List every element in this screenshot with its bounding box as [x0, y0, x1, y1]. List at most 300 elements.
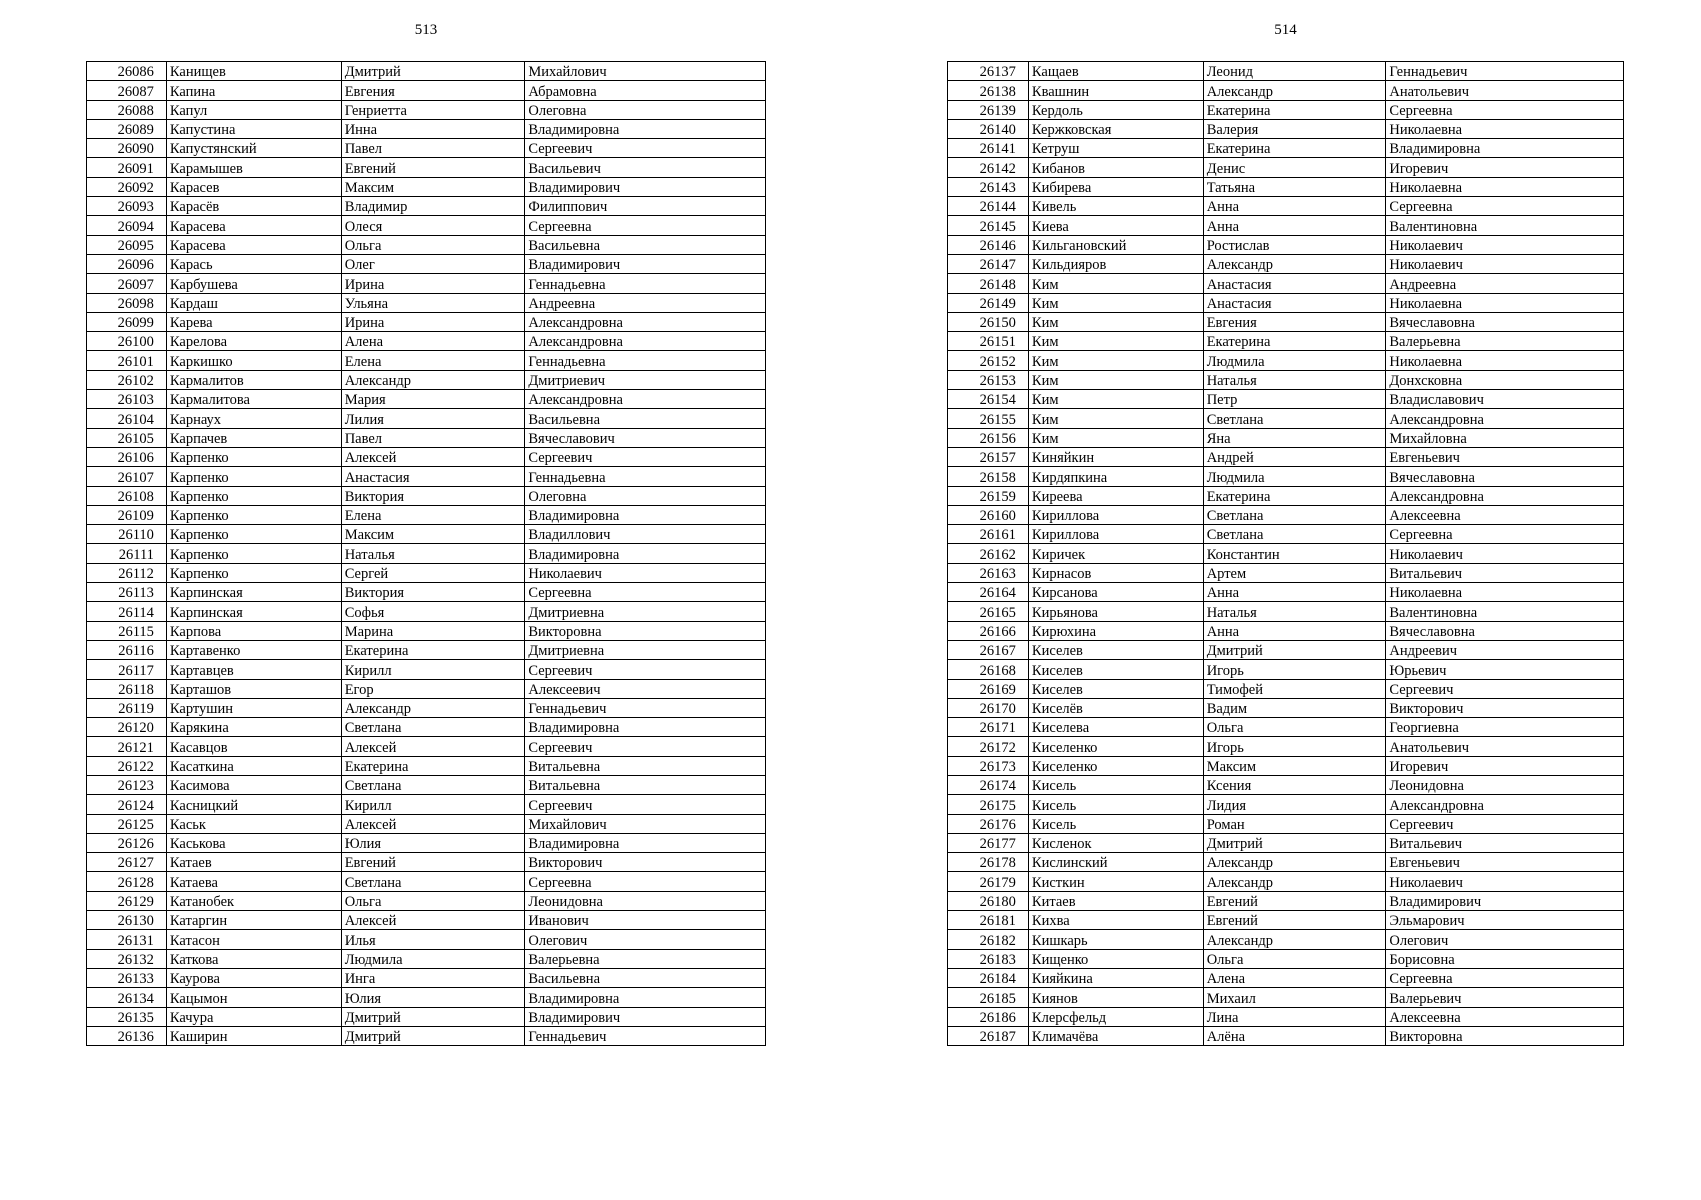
- patronymic-cell: Валерьевна: [1386, 332, 1624, 351]
- table-row: [87, 949, 766, 968]
- surname-cell: Карасев: [166, 177, 341, 196]
- patronymic-cell: Андреевна: [1386, 274, 1624, 293]
- record-number-cell: 26184: [948, 968, 1029, 987]
- patronymic-cell: Владимировна: [525, 505, 766, 524]
- table-row: [87, 119, 766, 138]
- patronymic-cell: Алексеевич: [525, 679, 766, 698]
- record-number-cell: 26123: [87, 775, 167, 794]
- record-number-cell: 26163: [948, 563, 1029, 582]
- first-name-cell: Инна: [341, 119, 525, 138]
- patronymic-cell: Сергеевич: [525, 660, 766, 679]
- record-number-cell: 26131: [87, 930, 167, 949]
- record-number-cell: 26160: [948, 505, 1029, 524]
- table-row: [948, 795, 1624, 814]
- record-number-cell: 26099: [87, 312, 167, 331]
- surname-cell: Капустина: [166, 119, 341, 138]
- first-name-cell: Елена: [341, 351, 525, 370]
- patronymic-cell: Вячеславовна: [1386, 621, 1624, 640]
- first-name-cell: Алексей: [341, 911, 525, 930]
- first-name-cell: Анастасия: [1203, 274, 1386, 293]
- first-name-cell: Александр: [1203, 254, 1386, 273]
- first-name-cell: Алексей: [341, 814, 525, 833]
- table-row: [948, 177, 1624, 196]
- first-name-cell: Светлана: [341, 775, 525, 794]
- surname-cell: Карамышев: [166, 158, 341, 177]
- first-name-cell: Виктория: [341, 583, 525, 602]
- patronymic-cell: Геннадьевна: [525, 467, 766, 486]
- first-name-cell: Дмитрий: [1203, 833, 1386, 852]
- record-number-cell: 26141: [948, 139, 1029, 158]
- patronymic-cell: Сергеевна: [1386, 100, 1624, 119]
- record-number-cell: 26102: [87, 370, 167, 389]
- patronymic-cell: Владимировна: [1386, 139, 1624, 158]
- record-number-cell: 26153: [948, 370, 1029, 389]
- first-name-cell: Константин: [1203, 544, 1386, 563]
- first-name-cell: Ирина: [341, 274, 525, 293]
- record-number-cell: 26158: [948, 467, 1029, 486]
- table-row: [948, 756, 1624, 775]
- first-name-cell: Алексей: [341, 447, 525, 466]
- first-name-cell: Кирилл: [341, 795, 525, 814]
- first-name-cell: Максим: [341, 177, 525, 196]
- table-row: [87, 563, 766, 582]
- record-number-cell: 26152: [948, 351, 1029, 370]
- table-row: [948, 583, 1624, 602]
- first-name-cell: Софья: [341, 602, 525, 621]
- patronymic-cell: Дмитриевна: [525, 602, 766, 621]
- table-row: [87, 177, 766, 196]
- surname-cell: Карелова: [166, 332, 341, 351]
- table-row: [87, 621, 766, 640]
- patronymic-cell: Игоревич: [1386, 756, 1624, 775]
- table-row: [948, 660, 1624, 679]
- first-name-cell: Павел: [341, 139, 525, 158]
- patronymic-cell: Сергеевна: [525, 872, 766, 891]
- surname-cell: Кивель: [1028, 197, 1203, 216]
- first-name-cell: Анна: [1203, 216, 1386, 235]
- surname-cell: Карева: [166, 312, 341, 331]
- record-number-cell: 26167: [948, 640, 1029, 659]
- first-name-cell: Татьяна: [1203, 177, 1386, 196]
- surname-cell: Катанобек: [166, 891, 341, 910]
- patronymic-cell: Сергеевна: [525, 583, 766, 602]
- table-row: [87, 505, 766, 524]
- table-row: [948, 911, 1624, 930]
- surname-cell: Ким: [1028, 390, 1203, 409]
- surname-cell: Киселёв: [1028, 698, 1203, 717]
- first-name-cell: Светлана: [1203, 525, 1386, 544]
- first-name-cell: Светлана: [1203, 409, 1386, 428]
- table-row: [87, 891, 766, 910]
- first-name-cell: Екатерина: [1203, 486, 1386, 505]
- table-row: [948, 370, 1624, 389]
- first-name-cell: Сергей: [341, 563, 525, 582]
- surname-cell: Карасева: [166, 216, 341, 235]
- table-row: [948, 81, 1624, 100]
- patronymic-cell: Владимирович: [525, 254, 766, 273]
- surname-cell: Карпинская: [166, 583, 341, 602]
- record-number-cell: 26086: [87, 62, 167, 81]
- table-row: [948, 640, 1624, 659]
- patronymic-cell: Александровна: [525, 312, 766, 331]
- patronymic-cell: Александровна: [525, 332, 766, 351]
- surname-cell: Кисленок: [1028, 833, 1203, 852]
- first-name-cell: Александр: [341, 370, 525, 389]
- record-number-cell: 26114: [87, 602, 167, 621]
- first-name-cell: Лина: [1203, 1007, 1386, 1026]
- table-row: [87, 467, 766, 486]
- surname-cell: Ким: [1028, 370, 1203, 389]
- surname-cell: Катасон: [166, 930, 341, 949]
- table-row: [87, 370, 766, 389]
- surname-cell: Картавцев: [166, 660, 341, 679]
- first-name-cell: Ирина: [341, 312, 525, 331]
- patronymic-cell: Витальевна: [525, 775, 766, 794]
- surname-cell: Кибирева: [1028, 177, 1203, 196]
- patronymic-cell: Николаевна: [1386, 177, 1624, 196]
- table-row: [948, 891, 1624, 910]
- surname-cell: Катаева: [166, 872, 341, 891]
- surname-cell: Киреева: [1028, 486, 1203, 505]
- record-number-cell: 26135: [87, 1007, 167, 1026]
- first-name-cell: Евгения: [341, 81, 525, 100]
- first-name-cell: Владимир: [341, 197, 525, 216]
- record-number-cell: 26132: [87, 949, 167, 968]
- patronymic-cell: Геннадьевич: [525, 1026, 766, 1045]
- patronymic-cell: Владимировна: [525, 119, 766, 138]
- patronymic-cell: Владиславович: [1386, 390, 1624, 409]
- table-row: [87, 525, 766, 544]
- table-row: [948, 814, 1624, 833]
- first-name-cell: Ростислав: [1203, 235, 1386, 254]
- table-row: [87, 988, 766, 1007]
- table-row: [948, 351, 1624, 370]
- record-number-cell: 26129: [87, 891, 167, 910]
- surname-cell: Капул: [166, 100, 341, 119]
- table-row: [87, 1026, 766, 1045]
- first-name-cell: Екатерина: [341, 756, 525, 775]
- patronymic-cell: Дмитриевич: [525, 370, 766, 389]
- surname-cell: Катаргин: [166, 911, 341, 930]
- first-name-cell: Александр: [341, 698, 525, 717]
- patronymic-cell: Анатольевич: [1386, 737, 1624, 756]
- first-name-cell: Виктория: [341, 486, 525, 505]
- first-name-cell: Леонид: [1203, 62, 1386, 81]
- record-number-cell: 26175: [948, 795, 1029, 814]
- patronymic-cell: Олегович: [1386, 930, 1624, 949]
- table-row: [948, 679, 1624, 698]
- patronymic-cell: Леонидовна: [525, 891, 766, 910]
- patronymic-cell: Олеговна: [525, 486, 766, 505]
- surname-cell: Карпенко: [166, 563, 341, 582]
- record-number-cell: 26187: [948, 1026, 1029, 1045]
- record-number-cell: 26161: [948, 525, 1029, 544]
- record-number-cell: 26144: [948, 197, 1029, 216]
- surname-cell: Кисткин: [1028, 872, 1203, 891]
- first-name-cell: Ольга: [1203, 718, 1386, 737]
- surname-cell: Карпенко: [166, 467, 341, 486]
- surname-cell: Кильгановский: [1028, 235, 1203, 254]
- surname-cell: Кишкарь: [1028, 930, 1203, 949]
- table-row: [948, 930, 1624, 949]
- patronymic-cell: Олегович: [525, 930, 766, 949]
- page-number: 513: [414, 22, 438, 38]
- record-number-cell: 26166: [948, 621, 1029, 640]
- record-number-cell: 26119: [87, 698, 167, 717]
- patronymic-cell: Геннадьевич: [1386, 62, 1624, 81]
- patronymic-cell: Владимировна: [525, 718, 766, 737]
- patronymic-cell: Сергеевич: [525, 447, 766, 466]
- first-name-cell: Екатерина: [1203, 100, 1386, 119]
- record-number-cell: 26124: [87, 795, 167, 814]
- first-name-cell: Анастасия: [1203, 293, 1386, 312]
- first-name-cell: Генриетта: [341, 100, 525, 119]
- first-name-cell: Людмила: [341, 949, 525, 968]
- patronymic-cell: Алексеевна: [1386, 505, 1624, 524]
- surname-cell: Кардаш: [166, 293, 341, 312]
- page-number: 514: [1274, 22, 1297, 38]
- table-row: [948, 62, 1624, 81]
- surname-cell: Карпинская: [166, 602, 341, 621]
- surname-cell: Кирдяпкина: [1028, 467, 1203, 486]
- surname-cell: Карташов: [166, 679, 341, 698]
- table-row: [948, 698, 1624, 717]
- patronymic-cell: Филиппович: [525, 197, 766, 216]
- first-name-cell: Ольга: [341, 235, 525, 254]
- table-row: [948, 197, 1624, 216]
- patronymic-cell: Вячеславовна: [1386, 467, 1624, 486]
- record-number-cell: 26110: [87, 525, 167, 544]
- patronymic-cell: Эльмарович: [1386, 911, 1624, 930]
- surname-cell: Картушин: [166, 698, 341, 717]
- record-number-cell: 26133: [87, 968, 167, 987]
- table-row: [948, 312, 1624, 331]
- surname-cell: Ким: [1028, 274, 1203, 293]
- first-name-cell: Александр: [1203, 872, 1386, 891]
- record-number-cell: 26116: [87, 640, 167, 659]
- table-row: [948, 775, 1624, 794]
- first-name-cell: Анна: [1203, 197, 1386, 216]
- patronymic-cell: Владимировна: [525, 833, 766, 852]
- patronymic-cell: Сергеевна: [1386, 525, 1624, 544]
- surname-cell: Киселенко: [1028, 756, 1203, 775]
- record-number-cell: 26106: [87, 447, 167, 466]
- first-name-cell: Алена: [341, 332, 525, 351]
- surname-cell: Капустянский: [166, 139, 341, 158]
- record-number-cell: 26150: [948, 312, 1029, 331]
- patronymic-cell: Сергеевич: [525, 139, 766, 158]
- first-name-cell: Мария: [341, 390, 525, 409]
- first-name-cell: Елена: [341, 505, 525, 524]
- table-row: [948, 1007, 1624, 1026]
- patronymic-cell: Викторовна: [525, 621, 766, 640]
- record-number-cell: 26145: [948, 216, 1029, 235]
- first-name-cell: Светлана: [1203, 505, 1386, 524]
- table-row: [948, 486, 1624, 505]
- first-name-cell: Игорь: [1203, 737, 1386, 756]
- first-name-cell: Екатерина: [1203, 332, 1386, 351]
- patronymic-cell: Геннадьевна: [525, 274, 766, 293]
- record-number-cell: 26109: [87, 505, 167, 524]
- first-name-cell: Евгения: [1203, 312, 1386, 331]
- first-name-cell: Екатерина: [1203, 139, 1386, 158]
- record-number-cell: 26154: [948, 390, 1029, 409]
- patronymic-cell: Николаевич: [1386, 235, 1624, 254]
- record-number-cell: 26090: [87, 139, 167, 158]
- surname-cell: Кирюхина: [1028, 621, 1203, 640]
- table-row: [948, 505, 1624, 524]
- table-row: [948, 563, 1624, 582]
- surname-cell: Карпенко: [166, 544, 341, 563]
- table-row: [948, 602, 1624, 621]
- patronymic-cell: Васильевна: [525, 235, 766, 254]
- table-row: [87, 718, 766, 737]
- record-number-cell: 26134: [87, 988, 167, 1007]
- table-row: [948, 254, 1624, 273]
- surname-cell: Кащаев: [1028, 62, 1203, 81]
- patronymic-cell: Александровна: [1386, 486, 1624, 505]
- record-number-cell: 26151: [948, 332, 1029, 351]
- table-row: [87, 872, 766, 891]
- surname-cell: Киселева: [1028, 718, 1203, 737]
- table-row: [948, 409, 1624, 428]
- record-number-cell: 26156: [948, 428, 1029, 447]
- table-row: [87, 216, 766, 235]
- record-number-cell: 26117: [87, 660, 167, 679]
- record-number-cell: 26174: [948, 775, 1029, 794]
- record-number-cell: 26128: [87, 872, 167, 891]
- patronymic-cell: Сергеевна: [1386, 197, 1624, 216]
- table-row: [87, 544, 766, 563]
- surname-cell: Киселев: [1028, 640, 1203, 659]
- patronymic-cell: Васильевич: [525, 158, 766, 177]
- record-number-cell: 26138: [948, 81, 1029, 100]
- record-number-cell: 26165: [948, 602, 1029, 621]
- patronymic-cell: Валерьевич: [1386, 988, 1624, 1007]
- record-number-cell: 26093: [87, 197, 167, 216]
- record-number-cell: 26164: [948, 583, 1029, 602]
- patronymic-cell: Владиллович: [525, 525, 766, 544]
- table-row: [87, 968, 766, 987]
- table-row: [87, 254, 766, 273]
- table-row: [87, 775, 766, 794]
- patronymic-cell: Николаевна: [1386, 583, 1624, 602]
- first-name-cell: Инга: [341, 968, 525, 987]
- surname-cell: Ким: [1028, 332, 1203, 351]
- first-name-cell: Максим: [341, 525, 525, 544]
- first-name-cell: Людмила: [1203, 351, 1386, 370]
- surname-cell: Картавенко: [166, 640, 341, 659]
- first-name-cell: Дмитрий: [341, 1026, 525, 1045]
- record-number-cell: 26171: [948, 718, 1029, 737]
- record-number-cell: 26108: [87, 486, 167, 505]
- table-row: [87, 853, 766, 872]
- surname-cell: Кислинский: [1028, 853, 1203, 872]
- record-number-cell: 26149: [948, 293, 1029, 312]
- first-name-cell: Светлана: [341, 872, 525, 891]
- first-name-cell: Игорь: [1203, 660, 1386, 679]
- first-name-cell: Александр: [1203, 81, 1386, 100]
- surname-cell: Киева: [1028, 216, 1203, 235]
- record-number-cell: 26173: [948, 756, 1029, 775]
- patronymic-cell: Вячеславович: [525, 428, 766, 447]
- first-name-cell: Дмитрий: [1203, 640, 1386, 659]
- first-name-cell: Юлия: [341, 988, 525, 1007]
- patronymic-cell: Евгеньевич: [1386, 853, 1624, 872]
- surname-cell: Кириллова: [1028, 525, 1203, 544]
- first-name-cell: Максим: [1203, 756, 1386, 775]
- surname-cell: Касавцов: [166, 737, 341, 756]
- surname-cell: Кисель: [1028, 814, 1203, 833]
- record-number-cell: 26143: [948, 177, 1029, 196]
- table-row: [87, 640, 766, 659]
- surname-cell: Климачёва: [1028, 1026, 1203, 1045]
- record-number-cell: 26101: [87, 351, 167, 370]
- surname-cell: Кильдияров: [1028, 254, 1203, 273]
- first-name-cell: Александр: [1203, 853, 1386, 872]
- surname-cell: Киселев: [1028, 660, 1203, 679]
- surname-cell: Кирсанова: [1028, 583, 1203, 602]
- table-row: [948, 390, 1624, 409]
- name-table: [86, 61, 766, 1046]
- table-row: [87, 737, 766, 756]
- first-name-cell: Илья: [341, 930, 525, 949]
- record-number-cell: 26170: [948, 698, 1029, 717]
- table-row: [87, 911, 766, 930]
- record-number-cell: 26097: [87, 274, 167, 293]
- first-name-cell: Юлия: [341, 833, 525, 852]
- table-row: [948, 467, 1624, 486]
- first-name-cell: Евгений: [341, 853, 525, 872]
- patronymic-cell: Николаевич: [525, 563, 766, 582]
- first-name-cell: Марина: [341, 621, 525, 640]
- surname-cell: Касимова: [166, 775, 341, 794]
- first-name-cell: Ксения: [1203, 775, 1386, 794]
- record-number-cell: 26107: [87, 467, 167, 486]
- surname-cell: Киселенко: [1028, 737, 1203, 756]
- record-number-cell: 26094: [87, 216, 167, 235]
- record-number-cell: 26105: [87, 428, 167, 447]
- record-number-cell: 26091: [87, 158, 167, 177]
- patronymic-cell: Сергеевич: [525, 737, 766, 756]
- patronymic-cell: Витальевна: [525, 756, 766, 775]
- table-row: [948, 853, 1624, 872]
- table-row: [948, 872, 1624, 891]
- first-name-cell: Лидия: [1203, 795, 1386, 814]
- record-number-cell: 26179: [948, 872, 1029, 891]
- first-name-cell: Олеся: [341, 216, 525, 235]
- first-name-cell: Ольга: [341, 891, 525, 910]
- table-row: [87, 602, 766, 621]
- patronymic-cell: Игоревич: [1386, 158, 1624, 177]
- table-row: [948, 544, 1624, 563]
- patronymic-cell: Сергеевич: [1386, 814, 1624, 833]
- patronymic-cell: Витальевич: [1386, 563, 1624, 582]
- table-row: [948, 621, 1624, 640]
- patronymic-cell: Донхсковна: [1386, 370, 1624, 389]
- patronymic-cell: Андреевич: [1386, 640, 1624, 659]
- table-row: [87, 100, 766, 119]
- table-row: [87, 274, 766, 293]
- surname-cell: Ким: [1028, 351, 1203, 370]
- patronymic-cell: Вячеславовна: [1386, 312, 1624, 331]
- patronymic-cell: Абрамовна: [525, 81, 766, 100]
- record-number-cell: 26142: [948, 158, 1029, 177]
- record-number-cell: 26172: [948, 737, 1029, 756]
- first-name-cell: Наталья: [341, 544, 525, 563]
- surname-cell: Кердоль: [1028, 100, 1203, 119]
- surname-cell: Качура: [166, 1007, 341, 1026]
